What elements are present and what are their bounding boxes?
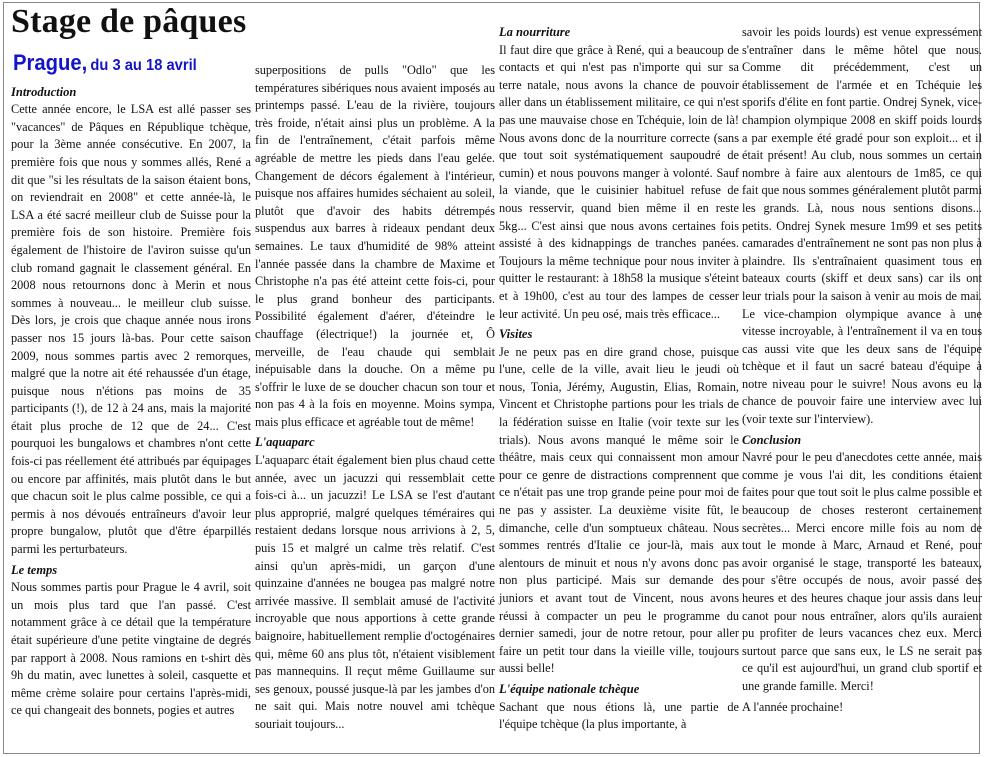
page-title: Stage de pâques [11,3,247,40]
paragraph-visites: Je ne peux pas en dire grand chose, puisque l'une, celle de la ville, avait lieu le jeudi où nous, Tonia, Jérémy, Augustin, Elias, Romain, Vincent et Christophe partions pour les trials de la fédération suisse en Italie (voir texte sur les trials). Nous avons manqué le même soir le théâtre, mais ceux qui connaissent mon amour pour ce genre de distractions comprennent que ce n'était pas une trop grande peine pour moi de ne pas y assister. La deuxième visite fût, le dimanche, celle d'un somptueux château. Nous sommes rentrés d'Italie ce jour-là, mais aux alentours de minuit et nous n'y avons donc pas non plus participé. Mais sur demande des juniors et avant tout de Vincent, nous avons réussi à compacter un peu le programme du dernier samedi, jour de notre retour, pour aller faire un petit tour dans la vieille ville, toujours aussi belle! [499,344,739,676]
column-1 [11,0,251,723]
subtitle [13,50,232,76]
paragraph-temps-part2: superpositions de pulls "Odlo" que les températures sibériques nous avaient imposés au printemps passé. L'eau de la rivière, toujours très froide, n'était ainsi plus un problème. A la fin de l'entraînement, c'était parfois même agréable de mettre les pieds dans l'eau gelée. Changement de décors également à l'intérieur, puisque nos affaires humides séchaient au soleil, plutôt que d'avoir des habits détrempés suspendus aux barres à rideaux pendant deux semaines. Le taux d'humidité de 98% atteint l'année passée dans la chambre de Maxime et Christophe n'a pas été atteint cette fois-ci, pour le plus grand bonheur des participants. Possibilité également d'aérer, d'éteindre le chauffage (électrique!) la journée et, Ô merveille, de l'eau chaude qui semblait inépuisable dans la douche. On a même pu s'offrir le luxe de se doucher chacun son tour et non pas 4 à la fois en moyenne. Moins sympa, mais plus efficace et agréable tout de même! [255,63,495,429]
heading-aquaparc: L'aquaparc [255,435,315,450]
heading-equipe: L'équipe nationale tchèque [499,681,640,696]
heading-conclusion: Conclusion [742,432,802,447]
column-3 [499,24,739,737]
paragraph-equipe-part2: savoir les poids lourds) est venue expressément s'entraîner dans le même hôtel que nous. Comme dit précédemment, c'est un établissement de l'armée et en Tchéquie les sporifs d'élite en font partie. Ondrej Synek, vice-champion olympique 2008 en skiff poids lourds a par exemple été gradé pour son exploit... et il était présent! Au club, nous sommes un certain nombre à faire aux alentours de 1m85, ce qui fait que nous sommes généralement plutôt parmi les grands. Là, nous nous sentions disons... petits. Ondrej Synek mesure 1m99 et ses petits camarades d'entraînement ne sont pas non plus à plaindre. Ils s'entraînaient quasiment tous en bateaux courts (skiff et deux sans) car ils ont leur trials pour la saison à venir au mois de mai. Le vice-champion olympique avance à une vitesse incroyable, à l'entraînement il va en tous cas aussi vite que les deux sans de l'équipe tchèque et il faut un sacré bateau d'équipe à notre niveau pour le suivre! Nous avons eu la chance de pouvoir faire une interview avec lui (voir texte sur l'interview). [742,25,982,427]
paragraph-closing: A l'année prochaine! [742,699,844,714]
paragraph-temps-part1: Nous sommes partis pour Prague le 4 avril, soit un mois plus tard que l'an passé. C'est notamment grâce à ce détail que la température était supérieure d'une petite vingtaine de degrés par rapport à 2008. Nous ramions en t-shirt dès 9h du matin, avec lunettes à soleil, casquette et même crème solaire pour certains l'après-midi, ce qui changeait des bonnets, pogies et autres [11,580,251,718]
subtitle-place: Prague, [13,50,88,75]
column-4 [742,24,982,719]
heading-visites: Visites [499,327,533,342]
heading-temps: Le temps [11,562,58,577]
paragraph-introduction: Cette année encore, le LSA est allé passer ses "vacances" de Pâques en République tchèque, pour la 3ème année consécutive. En 2007, la première fois que nous y sommes allés, René a dit que "si les résultats de la saison étaient bons, on reviendrait en 2008" et cette année-là, le LSA a été sacré meilleur club de Suisse pour la première fois de son histoire. Première fois également de l'histoire de l'aviron suisse qu'un club romand gagnait le classement général. En 2008 nous retournons donc à Merin et nous sommes à nouveau... le meilleur club suisse. Dès lors, je crois que chaque année nous irons passer nos 15 jours là-bas. Pour cette saison 2009, nous sommes partis avec 2 remorques, malgré que la notre ait été rehaussée d'un étage, puisque nous n'étions pas moins de 35 participants (!), de 12 à 24 ans, mais la majorité était plus proche de 12 que de 24... C'est pourquoi les bungalows et chambres n'ont cette fois-ci pas réellement été attribués par équipages ou encore par affinités, mais plutôt dans le but que chacun soit le plus calme possible, ce qui a permis à nos dévoués entraîneurs d'avoir leur propre bungalow, plutôt que d'être éparpillés parmi les perturbateurs. [11,102,251,557]
paragraph-conclusion: Navré pour le peu d'anecdotes cette année, mais comme je vous l'ai dit, les conditions étaient faites pour que tout soit le plus calme possible et beaucoup de choses resteront certainement secrètes... Merci encore mille fois au nom de tout le monde à Marc, Arnaud et René, pour avoir organisé le stage, transporté les bateaux, pour s'être occupés de nous, avoir passé des heures et des heures chaque jour assis dans leur canot pour nous entraîner, alors qu'ils auraient pu profiter de leurs vacances chez eux. Merci surtout parce que sans eux, le LS ne serait pas ce qu'il est aujourd'hui, un grand club sportif et une grande famille. Merci! [742,450,982,693]
paragraph-equipe-part1: Sachant que nous étions là, une partie de l'équipe tchèque (la plus importante, à [499,699,739,732]
paragraph-aquaparc: L'aquaparc était également bien plus chaud cette année, avec un jacuzzi qui ressemblait cette fois-ci à... un jacuzzi! Le LSA se l'est d'autant plus approprié, malgré quelques téméraires qui restaient dedans lorsque nous arrivions à 2, 5, puis 15 et malgré un calme très relatif. C'est ainsi qu'un après-midi, un garçon d'une quinzaine d'années ne bougea pas malgré notre arrivée massive. Il semblait amusé de l'activité incroyable que nous apportions à cette grande baignoire, habituellement remplie d'octogénaires qui, même 60 ans plus tôt, n'étaient visiblement pas mannequins. Il reçut même Guillaume sur ses genoux, poussé jusque-là par les jambes d'on ne sait qui. Mais notre nouvel ami tchèque souriait toujours... [255,453,495,731]
heading-nourriture: La nourriture [499,25,571,39]
paragraph-nourriture: Il faut dire que grâce à René, qui a beaucoup de contacts et qui n'est pas n'importe qui sur sa terre natale, nous avons la chance de pouvoir aller dans un établissement militaire, ce qui n'est pas une mauvaise chose en Tchéquie, loin de là! Nous avons donc de la nourriture correcte (sans que tout soit systématiquement saupoudré de cumin) et nous pouvons manger à volonté. Sauf la viande, que le cuisinier habituel refuse de nous resservir, quand bien même il en reste 5kg... C'est ainsi que nous avons certaines fois assisté à des kidnappings de tranches panées. Toujours la même technique pour nous inviter à quitter le restaurant: à 18h58 la musique s'éteint et à 19h00, c'est au tour des lampes de cesser leur activité. Un peu osé, mais très efficace... [499,42,739,321]
column-2 [255,62,495,737]
subtitle-dates: du 3 au 18 avril [90,57,197,74]
heading-introduction: Introduction [11,84,77,99]
